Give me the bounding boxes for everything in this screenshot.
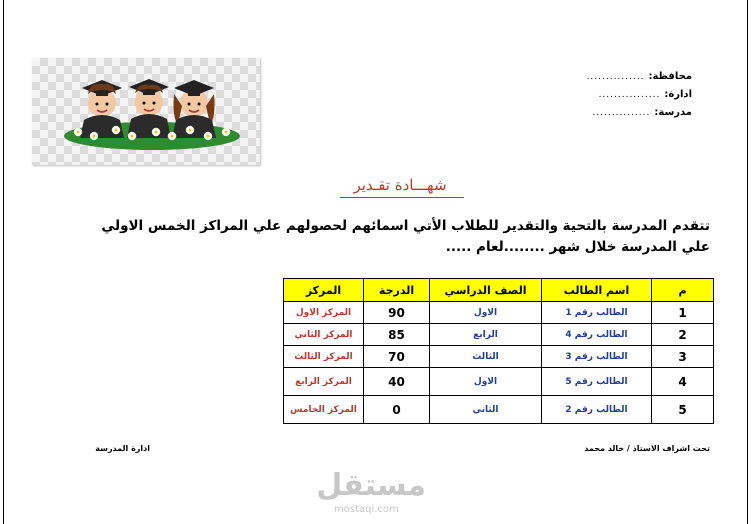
watermark-latin: mostaql.com xyxy=(334,504,399,515)
header-number: م xyxy=(652,279,714,302)
cell-student-name: الطالب رقم 5 xyxy=(542,368,652,396)
cell-grade-level: الاول xyxy=(430,368,542,396)
cell-student-name: الطالب رقم 4 xyxy=(542,324,652,346)
header-grade-level: الصف الدراسي xyxy=(430,279,542,302)
cell-number: 5 xyxy=(652,396,714,424)
cell-rank: المركز الخامس xyxy=(284,396,364,424)
table-row xyxy=(284,302,714,324)
page-border-left xyxy=(3,0,4,524)
mostaql-watermark xyxy=(316,468,426,516)
cell-student-name: الطالب رقم 3 xyxy=(542,346,652,368)
school-info-fields xyxy=(560,64,692,118)
governorate-label: محافظة: xyxy=(648,71,692,82)
cell-number: 3 xyxy=(652,346,714,368)
school-label: مدرسة: xyxy=(654,107,692,118)
school-value: ............... xyxy=(592,108,651,118)
header-rank: المركز xyxy=(284,279,364,302)
administration-label: ادارة: xyxy=(664,89,692,100)
cell-grade-level: الثاني xyxy=(430,396,542,424)
cell-number: 4 xyxy=(652,368,714,396)
table-row xyxy=(284,396,714,424)
governorate-field xyxy=(560,64,692,82)
cell-number: 1 xyxy=(652,302,714,324)
cell-score: 40 xyxy=(364,368,430,396)
school-administration-signature: ادارة المدرسة xyxy=(95,444,150,453)
cell-rank: المركز الرابع xyxy=(284,368,364,396)
cell-student-name: الطالب رقم 2 xyxy=(542,396,652,424)
page-border-right xyxy=(747,0,748,524)
certificate-intro xyxy=(60,216,710,258)
cell-score: 0 xyxy=(364,396,430,424)
table-row xyxy=(284,346,714,368)
title-underline xyxy=(340,197,464,198)
cell-grade-level: الاول xyxy=(430,302,542,324)
table-header-row xyxy=(284,279,714,302)
header-student-name: اسم الطالب xyxy=(542,279,652,302)
school-field xyxy=(560,100,692,118)
cell-score: 85 xyxy=(364,324,430,346)
table-row xyxy=(284,324,714,346)
cell-score: 70 xyxy=(364,346,430,368)
cell-rank: المركز الثاني xyxy=(284,324,364,346)
watermark-arabic: مستقل xyxy=(316,468,426,503)
graduates-illustration xyxy=(32,58,260,165)
intro-line-2: علي المدرسة خلال شهر ........لعام ..... xyxy=(445,239,710,255)
cell-student-name: الطالب رقم 1 xyxy=(542,302,652,324)
honor-roll-table xyxy=(283,278,714,424)
cell-rank: المركز الاول xyxy=(284,302,364,324)
cell-grade-level: الثالث xyxy=(430,346,542,368)
governorate-value: ............... xyxy=(586,72,645,82)
table-row xyxy=(284,368,714,396)
header-score: الدرجة xyxy=(364,279,430,302)
intro-line-1: تتقدم المدرسة بالتحية والتقدير للطلاب الأتي اسمائهم لحصولهم علي المراكز الخمس الاولي xyxy=(101,218,710,234)
supervision-note: تحت اشراف الاستاذ / خالد محمد xyxy=(584,444,710,453)
cell-rank: المركز الثالث xyxy=(284,346,364,368)
administration-field xyxy=(560,82,692,100)
certificate-title: شهـــادة تقـدير xyxy=(353,176,447,194)
administration-value: ................ xyxy=(598,90,661,100)
cell-score: 90 xyxy=(364,302,430,324)
cell-grade-level: الرابع xyxy=(430,324,542,346)
cell-number: 2 xyxy=(652,324,714,346)
